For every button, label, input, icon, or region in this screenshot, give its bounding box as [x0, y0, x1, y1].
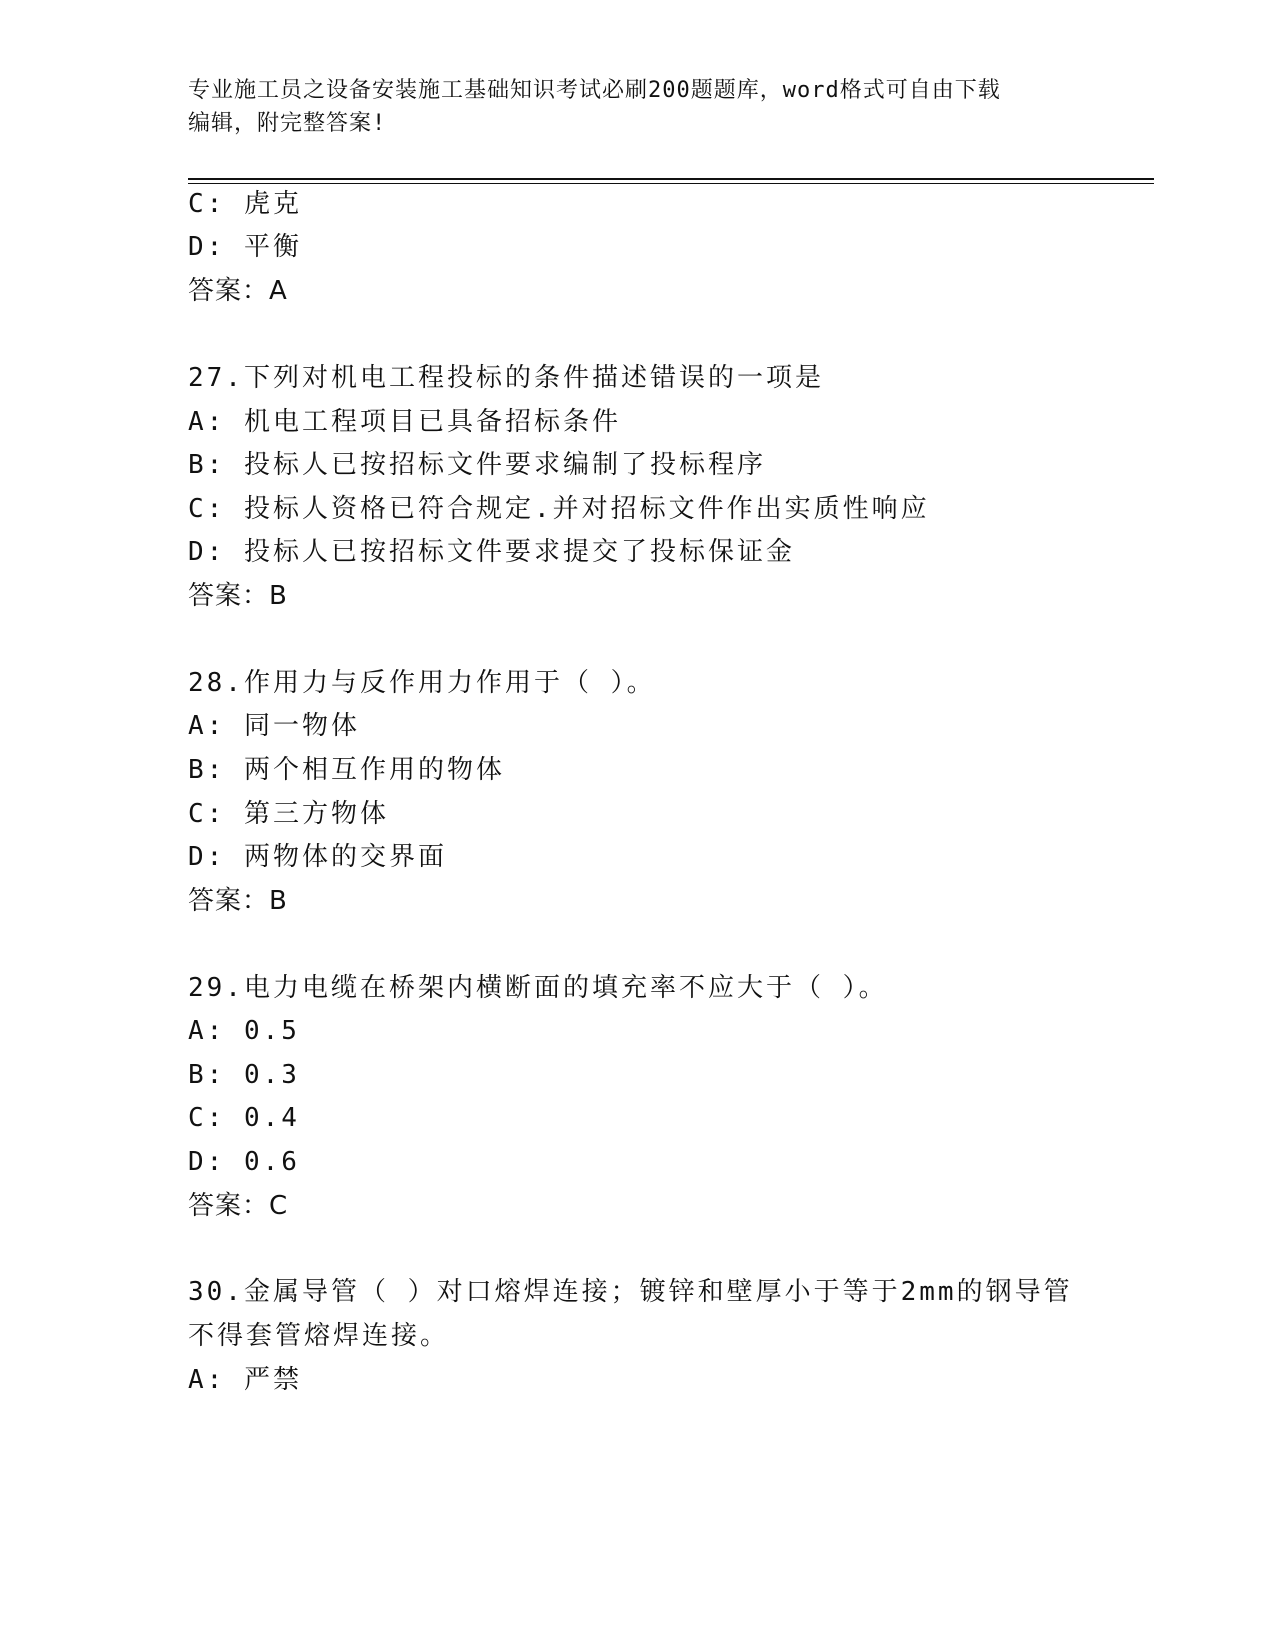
option-a: A: 机电工程项目已具备招标条件: [188, 407, 621, 437]
option-d: D: 投标人已按招标文件要求提交了投标保证金: [188, 537, 795, 567]
option-b: B: 投标人已按招标文件要求编制了投标程序: [188, 450, 766, 480]
header-divider-thick: [188, 178, 1154, 180]
document-title: [188, 74, 1088, 140]
option-b: B: 两个相互作用的物体: [188, 755, 505, 785]
answer-label: 答案：C: [188, 1191, 289, 1221]
option-c: C: 0.4: [188, 1103, 300, 1133]
question-stem: 29.电力电缆在桥架内横断面的填充率不应大于（ ）。: [188, 973, 888, 1003]
question-stem: 28.作用力与反作用力作用于（ ）。: [188, 668, 656, 698]
header-divider-thin: [188, 183, 1154, 184]
option-d: D: 两物体的交界面: [188, 842, 447, 872]
question-stem-line-1: 30.金属导管（ ）对口熔焊连接；镀锌和壁厚小于等于2mm的钢导管: [188, 1277, 1073, 1307]
document-title-line-1: 专业施工员之设备安装施工基础知识考试必刷200题题库，word格式可自由下载: [188, 78, 1001, 103]
option-c: C: 投标人资格已符合规定.并对招标文件作出实质性响应: [188, 494, 930, 524]
document-title-line-2: 编辑，附完整答案!: [188, 111, 387, 136]
option-d: D: 平衡: [188, 232, 302, 262]
option-a: A: 同一物体: [188, 711, 360, 741]
option-b: B: 0.3: [188, 1060, 300, 1090]
option-c: C: 虎克: [188, 189, 302, 219]
answer-label: 答案：A: [188, 276, 288, 306]
answer-label: 答案：B: [188, 581, 288, 611]
question-stem: 27.下列对机电工程投标的条件描述错误的一项是: [188, 363, 824, 393]
option-a: A: 严禁: [188, 1365, 302, 1395]
answer-label: 答案：B: [188, 886, 288, 916]
option-c: C: 第三方物体: [188, 799, 389, 829]
option-a: A: 0.5: [188, 1016, 300, 1046]
question-stem-line-2: 不得套管熔焊连接。: [188, 1321, 450, 1351]
option-d: D: 0.6: [188, 1147, 300, 1177]
